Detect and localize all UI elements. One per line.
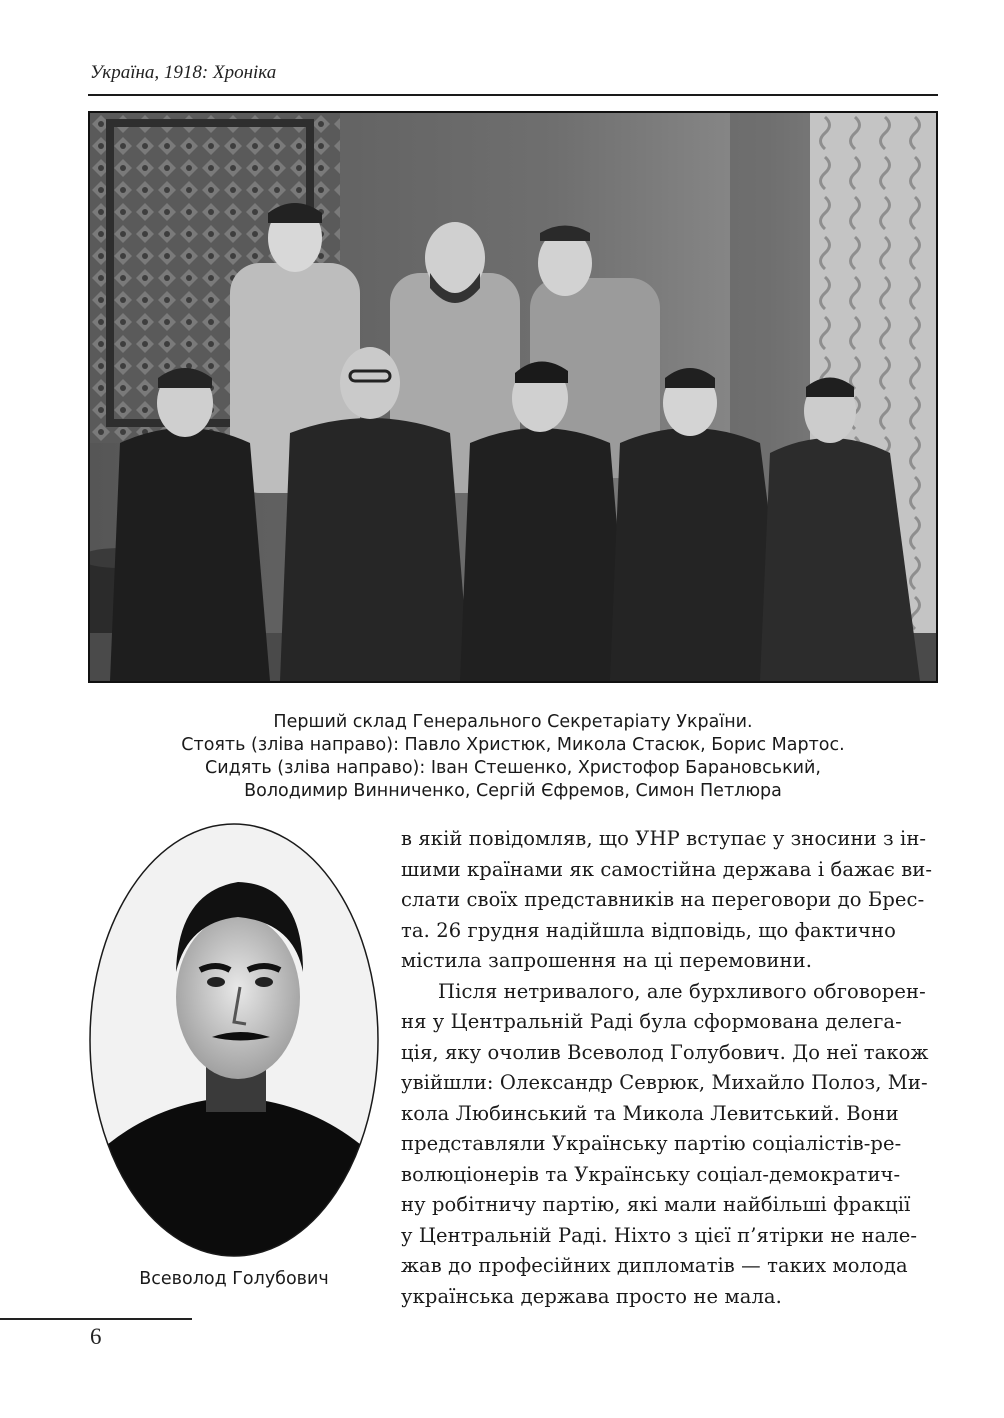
text-line: в якій повідомляв, що УНР вступає у зносини з ін- xyxy=(401,827,927,850)
text-line: кола Любинський та Микола Левитський. Вони xyxy=(401,1101,899,1125)
portrait-caption: Всеволод Голубович xyxy=(139,1269,329,1289)
group-photo-caption xyxy=(88,711,938,803)
header-rule xyxy=(88,94,938,96)
caption-line: Стоять (зліва направо): Павло Христюк, Микола Стасюк, Борис Мартос. xyxy=(181,735,845,755)
running-title: Україна, 1918: Хроніка xyxy=(90,62,277,83)
text-line: увійшли: Олександр Севрюк, Михайло Полоз, Ми- xyxy=(401,1071,928,1094)
text-line: ція, яку очолив Всеволод Голубович. До неї також xyxy=(401,1040,929,1064)
group-photo-image xyxy=(90,113,936,681)
text-line: містила запрошення на ці перемовини. xyxy=(401,949,812,972)
text-line: Після нетривалого, але бурхливого обговорен- xyxy=(438,979,926,1003)
group-photo xyxy=(88,111,938,683)
caption-line: Перший склад Генерального Секретаріату України. xyxy=(273,712,753,732)
page-number: 6 xyxy=(90,1324,102,1349)
footer-rule xyxy=(0,1318,192,1320)
portrait-photo xyxy=(88,822,380,1258)
caption-line: Володимир Винниченко, Сергій Єфремов, Симон Петлюра xyxy=(244,781,782,801)
text-line: українська держава просто не мала. xyxy=(401,1284,782,1308)
text-line: волюціонерів та Українську соціал-демократич- xyxy=(401,1162,901,1186)
text-line: та. 26 грудня надійшла відповідь, що фактично xyxy=(401,918,896,942)
text-line: ну робітничу партію, які мали найбільші фракції xyxy=(401,1193,911,1216)
text-line: жав до професійних дипломатів — таких молода xyxy=(401,1254,908,1277)
text-line: ня у Центральній Раді була сформована делега- xyxy=(401,1010,902,1033)
text-line: представляли Українську партію соціалістів-ре- xyxy=(401,1132,902,1155)
text-line: шими країнами як самостійна держава і бажає ви- xyxy=(401,857,933,881)
portrait-image xyxy=(88,822,380,1258)
text-line: слати своїх представників на переговори до Брес- xyxy=(401,888,925,911)
body-text xyxy=(401,824,939,1312)
text-line: у Центральній Раді. Ніхто з цієї п’ятірки не нале- xyxy=(401,1223,918,1247)
caption-line: Сидять (зліва направо): Іван Стешенко, Христофор Барановський, xyxy=(205,758,821,778)
